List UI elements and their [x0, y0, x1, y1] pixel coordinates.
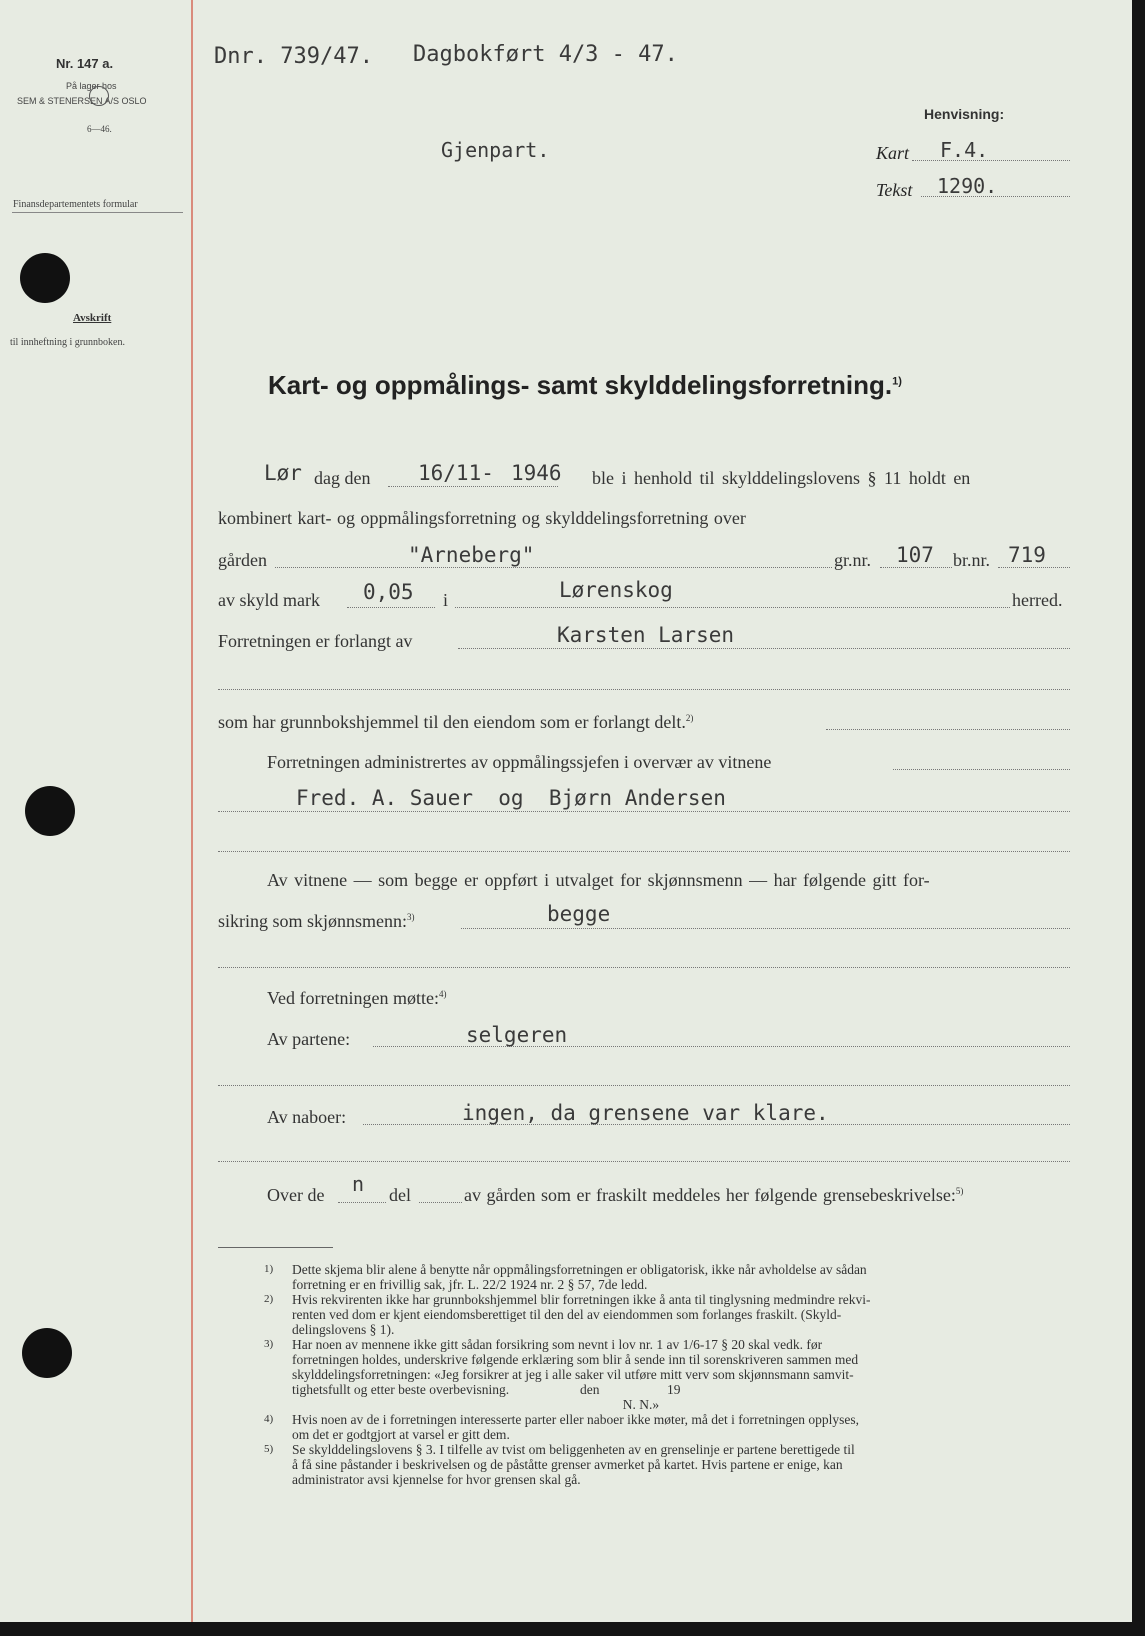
partene-label: Av partene:: [267, 1029, 351, 1049]
kart-value: F.4.: [940, 138, 989, 162]
blank-line-5: [218, 1161, 1070, 1162]
footnote-number: 3): [264, 1338, 274, 1350]
footnote-line: skylddelingsforretningen: «Jeg forsikrer at jeg i alle saker vil utføre mitt verv som skjønnsmann samvit-: [292, 1367, 854, 1382]
footnote-line: Hvis noen av de i forretningen interesserte parter eller naboer ikke møter, må det i forretningen opplyses,: [292, 1412, 860, 1427]
margin-rule: [191, 0, 193, 1622]
vitner-text2: sikring som skjønnsmenn:$^{3)}$: [218, 911, 415, 931]
vitner-text1: Av vitnene — som begge er oppført i utvalget for skjønnsmenn — har følgende gitt for-: [267, 870, 930, 890]
herred-label: herred.: [1012, 590, 1063, 610]
footnote: [264, 1337, 1074, 1397]
print-date: 6—46.: [87, 124, 112, 134]
naboer-value: ingen, da grensene var klare.: [462, 1101, 829, 1125]
grnr-value: 107: [896, 543, 934, 567]
skjonn-line: [461, 928, 1070, 929]
herred-line: [455, 607, 1010, 608]
blank-line-1: [218, 689, 1070, 690]
footnote-line: forretningen holdes, underskrive følgende erklæring som blir å sende inn til sorenskriveren sammen med: [292, 1352, 859, 1367]
footnote: [264, 1442, 1074, 1487]
grunnbok-line: [826, 729, 1070, 730]
footnote-line: tighetsfullt og etter beste overbevisning. den 19: [292, 1382, 681, 1397]
line2-text: kombinert kart- og oppmålingsforretning og skylddelingsforretning over: [218, 508, 746, 528]
naboer-label: Av naboer:: [267, 1107, 347, 1127]
margin-divider: [12, 212, 183, 213]
vitner-line: [218, 811, 1070, 812]
punch-hole-icon: [20, 253, 70, 303]
brnr-label: br.nr.: [953, 550, 991, 570]
footnote: [264, 1292, 1074, 1337]
footnote: [264, 1262, 1074, 1292]
forlangt-label: Forretningen er forlangt av: [218, 631, 413, 651]
footnote-line: N. N.»: [292, 1397, 660, 1412]
grnr-line: [880, 567, 952, 568]
publisher-line2: SEM & STENERSEN A/S OSLO: [17, 96, 147, 106]
partene-value: selgeren: [466, 1023, 568, 1047]
day-value: Lør: [264, 461, 302, 485]
line1-text: ble i henhold til skylddelingslovens § 11 holdt en: [592, 468, 971, 488]
over-text: av gården som er fraskilt meddeles her følgende grensebeskrivelse:$^{5)}$: [464, 1185, 964, 1205]
footnote-line: å få sine påstander i beskrivelsen og de påståtte grenser avmerket på kartet. Hvis partene er enige, kan: [292, 1457, 843, 1472]
footnote-rule: [218, 1247, 333, 1248]
gjenpart-label: Gjenpart.: [441, 138, 550, 162]
blank-line-3: [218, 967, 1070, 968]
dagbok-stamp: Dagbokført 4/3 - 47.: [413, 42, 678, 67]
admin-text: Forretningen administrertes av oppmålingssjefen i overvær av vitnene: [267, 752, 772, 772]
forlangt-line: [458, 648, 1070, 649]
formular-label: Finansdepartementets formular: [13, 199, 138, 210]
footnote-line: renten ved dom er kjent eiendomsberettiget til den del av eiendommen som forlanges fraskilt. (Skyld-: [292, 1307, 842, 1322]
footnote-line: Se skylddelingslovens § 3. I tilfelle av tvist om beliggenheten av en grenselinje er partene berettigede til: [292, 1442, 855, 1457]
avskrift-note: til innheftning i grunnboken.: [10, 337, 125, 348]
punch-hole-icon: [22, 1328, 72, 1378]
kart-label: Kart: [876, 143, 910, 163]
brnr-value: 719: [1008, 543, 1046, 567]
date-line: [388, 486, 558, 487]
day-label: dag den: [314, 468, 371, 488]
footnote-line: Dette skjema blir alene å benytte når oppmålingsforretningen er obligatorisk, ikke når avholdelse av sådan: [292, 1262, 867, 1277]
garden-value: "Arneberg": [408, 543, 535, 567]
garden-line: [275, 567, 832, 568]
brnr-line: [998, 567, 1070, 568]
skyld-label: av skyld mark: [218, 590, 320, 610]
skyld-value: 0,05: [363, 580, 414, 604]
footnote-line: administrator avsi kjennelse for hvor grensen skal gå.: [292, 1472, 581, 1487]
footnote-line: forretning er en frivillig sak, jfr. L. 22/2 1924 nr. 2 § 57, 7de ledd.: [292, 1277, 648, 1292]
footnote-line: Hvis rekvirenten ikke har grunnbokshjemmel blir forretningen ikke å anta til tinglysning medmindre rekvi-: [292, 1292, 871, 1307]
footnote-number: 4): [264, 1413, 274, 1425]
publisher-line1: På lager hos: [66, 81, 117, 91]
footnote-number: 5): [264, 1443, 274, 1455]
skjonn-value: begge: [547, 902, 611, 926]
footnote-line: om det er godtgjort at varsel er gitt dem.: [292, 1427, 510, 1442]
over-value: n: [352, 1172, 365, 1196]
kart-line: [912, 160, 1070, 161]
motte-label: Ved forretningen møtte:$^{4)}$: [267, 988, 447, 1008]
blank-line-4: [218, 1085, 1070, 1086]
footnote: [264, 1397, 1074, 1412]
forlangt-value: Karsten Larsen: [557, 623, 735, 647]
footnote-line: Har noen av mennene ikke gitt sådan forsikring som nevnt i lov nr. 1 av 1/6-17 § 20 skal vedk. før: [292, 1337, 823, 1352]
footnotes: [264, 1262, 1074, 1487]
punch-hole-icon: [25, 786, 75, 836]
admin-line: [893, 769, 1070, 770]
dnr-stamp: Dnr. 739/47.: [214, 44, 373, 69]
grunnbok-text: som har grunnbokshjemmel til den eiendom som er forlangt delt.$^{2)}$: [218, 712, 694, 732]
avskrift-label: Avskrift: [73, 312, 112, 324]
document-title: Kart- og oppmålings- samt skylddelingsforretning.$^{1)}$: [268, 370, 902, 400]
del-label: del: [389, 1185, 411, 1205]
footnote: [264, 1412, 1074, 1442]
year-value: 1946: [511, 461, 562, 485]
tekst-value: 1290.: [937, 174, 998, 198]
i-label: i: [443, 590, 449, 610]
form-number: Nr. 147 a.: [56, 56, 114, 71]
herred-value: Lørenskog: [559, 578, 673, 602]
over-line: [338, 1202, 386, 1203]
del-line: [419, 1202, 462, 1203]
tekst-label: Tekst: [876, 180, 913, 200]
blank-line-2: [218, 851, 1070, 852]
footnote-number: 2): [264, 1293, 274, 1305]
publisher-seal-icon: [89, 86, 109, 106]
date-value: 16/11-: [418, 461, 494, 485]
vitner-value: Fred. A. Sauer og Bjørn Andersen: [296, 786, 726, 810]
skyld-line: [347, 607, 435, 608]
henvisning-label: Henvisning:: [924, 106, 1005, 122]
footnote-line: delingslovens § 1).: [292, 1322, 395, 1337]
garden-label: gården: [218, 550, 267, 570]
footnote-number: 1): [264, 1263, 274, 1275]
over-label: Over de: [267, 1185, 325, 1205]
grnr-label: gr.nr.: [834, 550, 872, 570]
